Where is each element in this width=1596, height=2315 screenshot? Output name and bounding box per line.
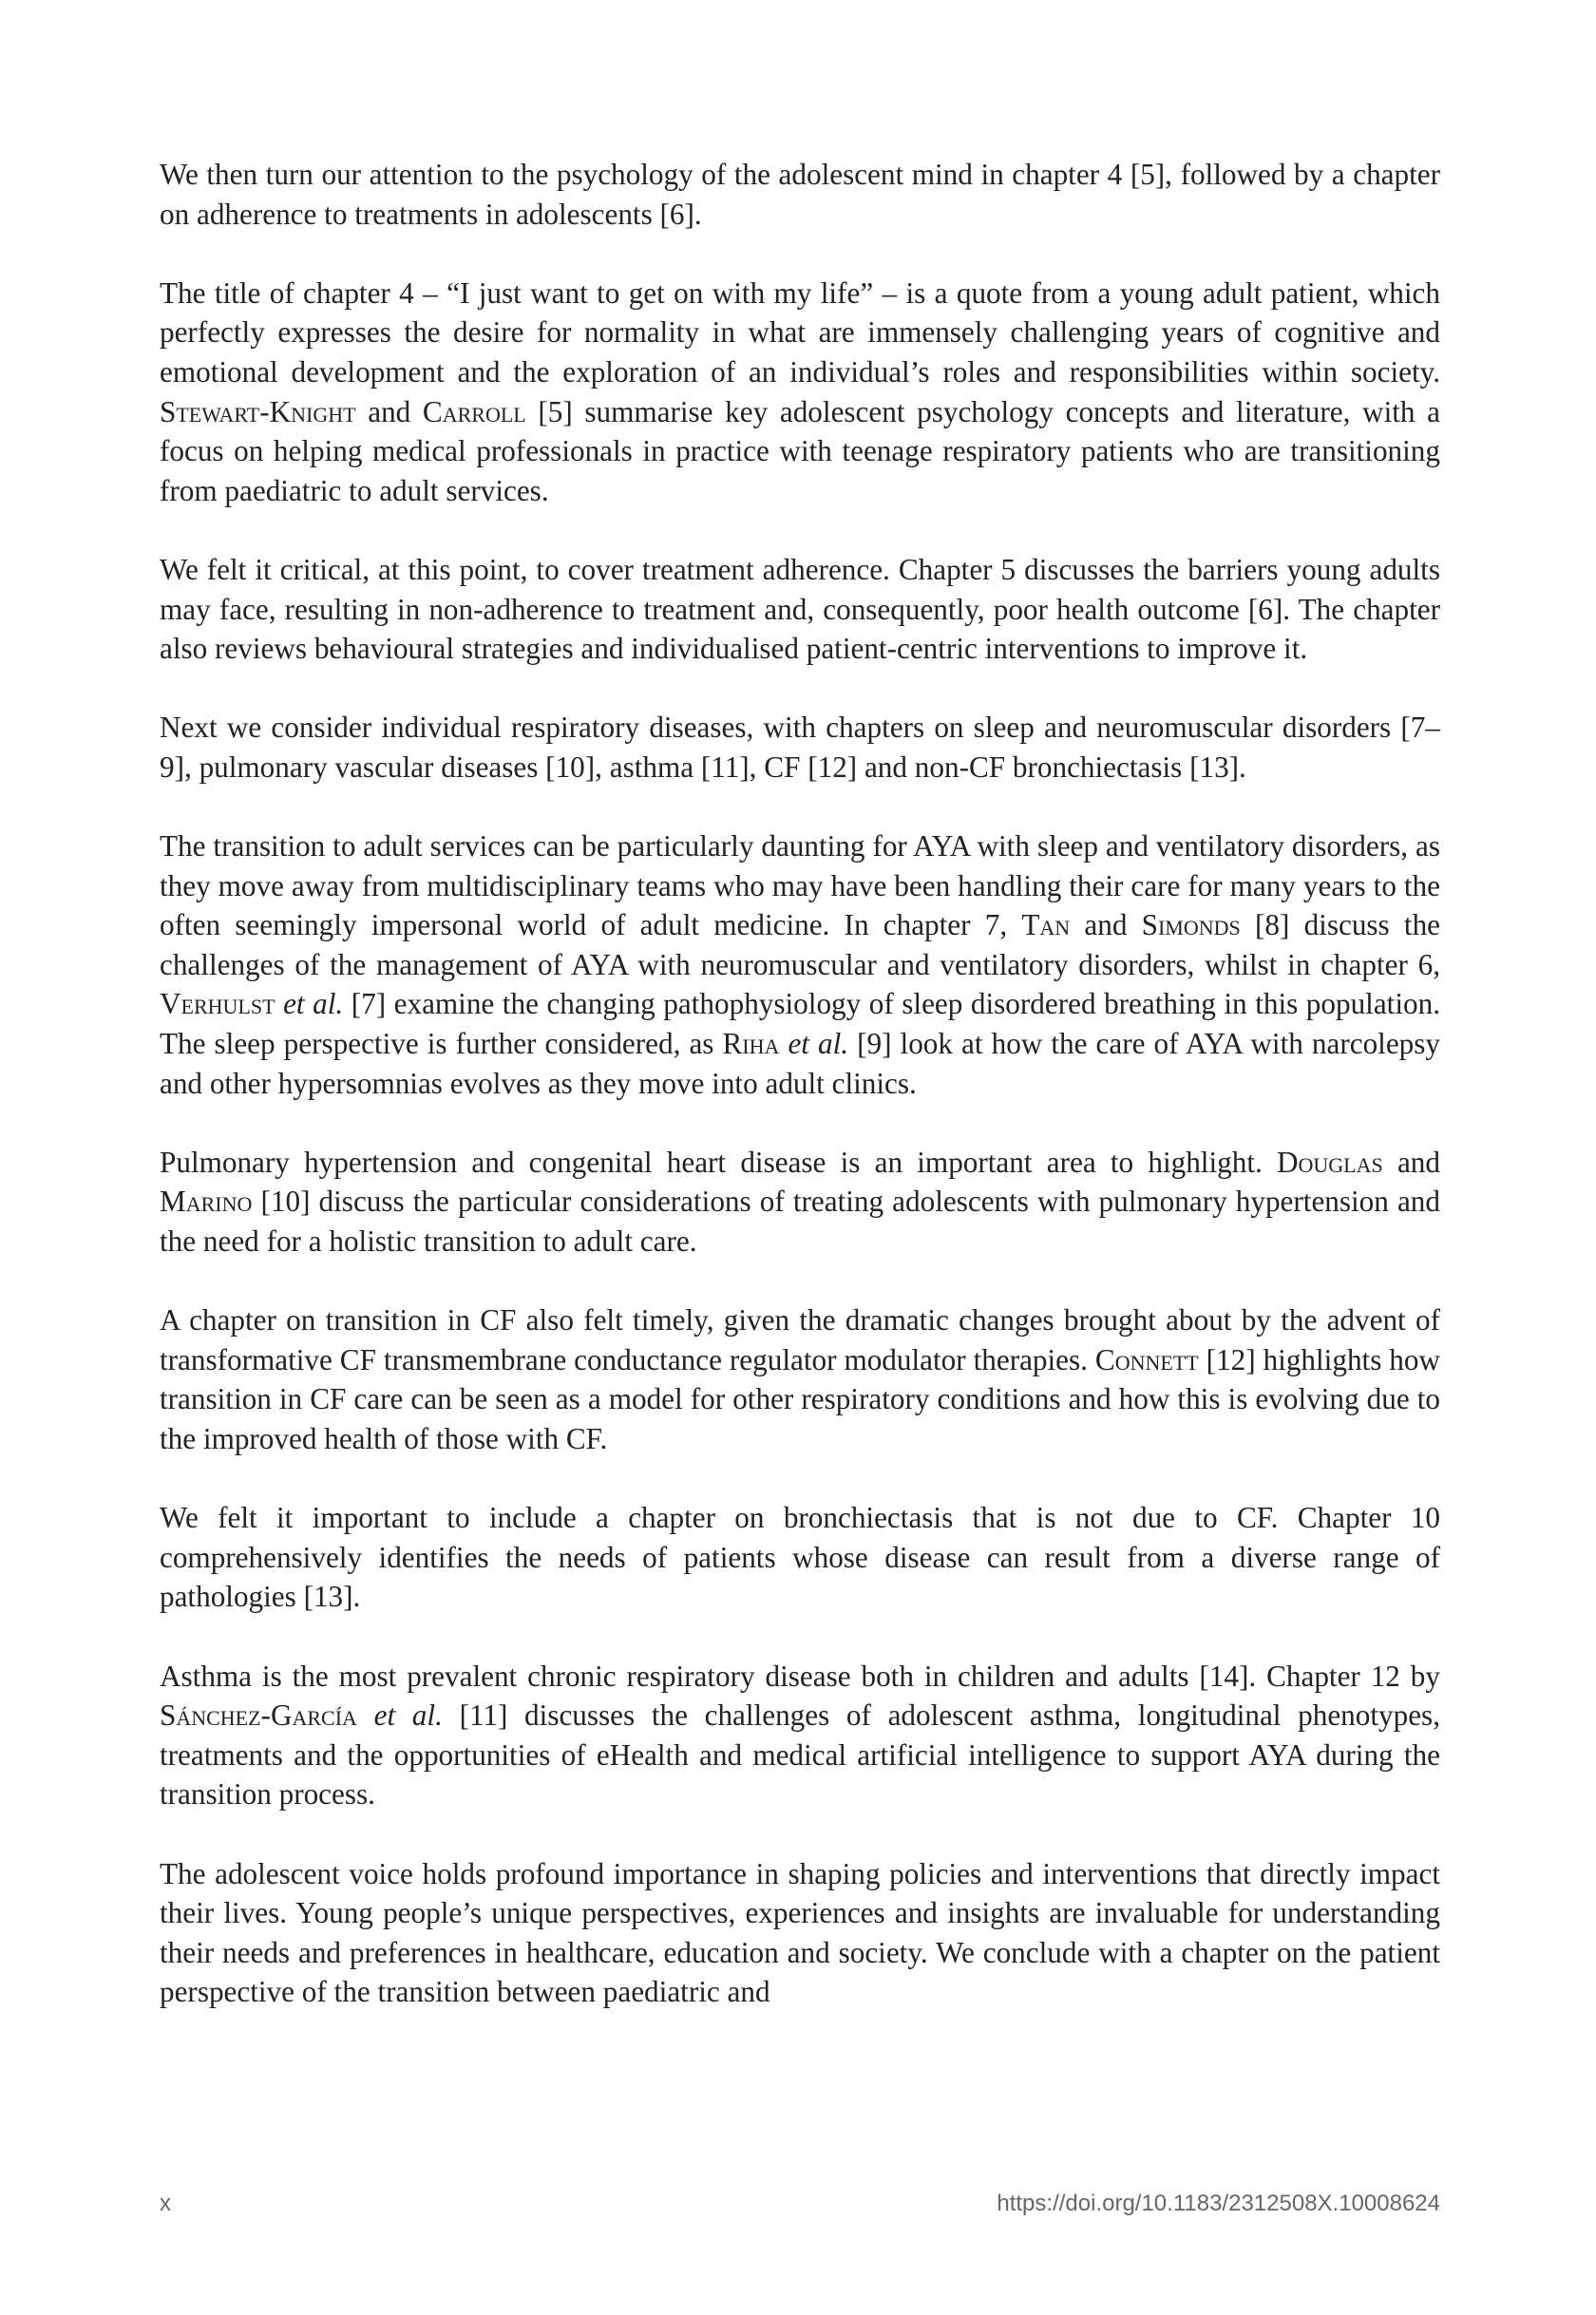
author-name: Tan <box>1021 908 1071 942</box>
paragraph-adherence: We felt it critical, at this point, to cover treatment adherence. Chapter 5 discusses the barriers young adults may face, resulting in non-adherence to treatment and, consequently, poor health outcome [6]. The chapter also reviews behavioural strategies and individualised patient-centric interventions to improve it. <box>160 552 1440 666</box>
author-name: Marino <box>160 1185 253 1219</box>
author-name: Verhulst <box>160 987 276 1021</box>
text-segment: [8] discuss the challenges of the management of AYA with neuromuscular and ventilatory disorders, whilst in chapter 6, <box>160 908 1441 981</box>
author-name: Carroll <box>422 394 526 428</box>
paragraph-pulmonary-hypertension <box>160 1143 1440 1262</box>
text-segment: [11] discusses the challenges of adolescent asthma, longitudinal phenotypes, treatments and the opportunities of eHealth and medical artificial intelligence to support AYA during the transition process. <box>160 1698 1440 1812</box>
page-number: x <box>160 2191 171 2216</box>
text-segment: [12] highlights how transition in CF care can be seen as a model for other respiratory conditions and how this is evolving due to the improved health of those with CF. <box>160 1342 1441 1455</box>
author-name: Simonds <box>1141 908 1241 942</box>
text-segment: [5] summarise key adolescent psychology concepts and literature, with a focus on helping medical professionals in practice with teenage respiratory patients who are transitioning from paediatric to adult services. <box>160 394 1440 507</box>
text-segment: and <box>1070 908 1142 942</box>
text-segment: and <box>1382 1145 1440 1179</box>
et-al: et al. <box>779 1027 849 1061</box>
text-segment: [9] look at how the care of AYA with narcolepsy and other hypersomnias evolves as they move into adult clinics. <box>160 1027 1440 1100</box>
author-name: Stewart-Knight <box>160 394 356 428</box>
paragraph-cf-transition <box>160 1300 1440 1458</box>
text-segment: [10] discuss the particular considerations of treating adolescents with pulmonary hypertension and the need for a holistic transition to adult care. <box>160 1185 1440 1259</box>
text-segment: Asthma is the most prevalent chronic respiratory disease both in children and adults [14]. Chapter 12 by <box>160 1659 1440 1693</box>
text-segment: [7] examine the changing pathophysiology of sleep disordered breathing in this population. The sleep perspective is further considered, as <box>160 987 1440 1061</box>
paragraph-respiratory-diseases: Next we consider individual respiratory diseases, with chapters on sleep and neuromuscular disorders [7–9], pulmonary vascular diseases [10], asthma [11], CF [12] and non-CF bronchiectasis [13]. <box>160 711 1440 784</box>
author-name: Connett <box>1094 1342 1199 1376</box>
text-segment: and <box>355 394 423 428</box>
doi-link[interactable]: https://doi.org/10.1183/2312508X.10008624 <box>997 2191 1440 2216</box>
body-text <box>160 155 1440 2052</box>
page-footer <box>160 2191 1440 2223</box>
paragraph-sleep-ventilatory <box>160 826 1440 1103</box>
text-segment: The transition to adult services can be particularly daunting for AYA with sleep and ventilatory disorders, as they move away from multidisciplinary teams who may have been handling their care for many years to the often seemingly impersonal world of adult medicine. In chapter 7, <box>160 829 1440 942</box>
paragraph-psychology-intro: We then turn our attention to the psychology of the adolescent mind in chapter 4 [5], followed by a chapter on adherence to treatments in adolescents [6]. <box>160 158 1440 231</box>
paragraph-chapter-4 <box>160 274 1440 511</box>
author-name: Douglas <box>1277 1145 1383 1179</box>
text-segment: The title of chapter 4 – “I just want to get on with my life” – is a quote from a young adult patient, which perfectly expresses the desire for normality in what are immensely challenging years of cognitive and emotional development and the exploration of an individual’s roles and responsibilities within society. <box>160 275 1440 389</box>
author-name: Riha <box>722 1027 780 1061</box>
text-segment: A chapter on transition in CF also felt timely, given the dramatic changes brought about by the advent of transformative CF transmembrane conductance regulator modulator therapies. <box>160 1303 1440 1376</box>
author-name: Sánchez-García <box>160 1698 357 1733</box>
et-al: et al. <box>356 1698 443 1733</box>
paragraph-adolescent-voice: The adolescent voice holds profound importance in shaping policies and interventions that directly impact their lives. Young people’s unique perspectives, experiences and insights are invaluable for understanding their needs and preferences in healthcare, education and society. We conclude with a chapter on the patient perspective of the transition between paediatric and <box>160 1856 1440 2009</box>
et-al: et al. <box>275 987 344 1021</box>
paragraph-bronchiectasis: We felt it important to include a chapter on bronchiectasis that is not due to CF. Chapter 10 comprehensively identifies the needs of patients whose disease can result from a diverse range of pathologies [13]. <box>160 1501 1440 1614</box>
paragraph-asthma <box>160 1657 1440 1814</box>
text-segment: Pulmonary hypertension and congenital heart disease is an important area to highlight. <box>160 1145 1277 1179</box>
